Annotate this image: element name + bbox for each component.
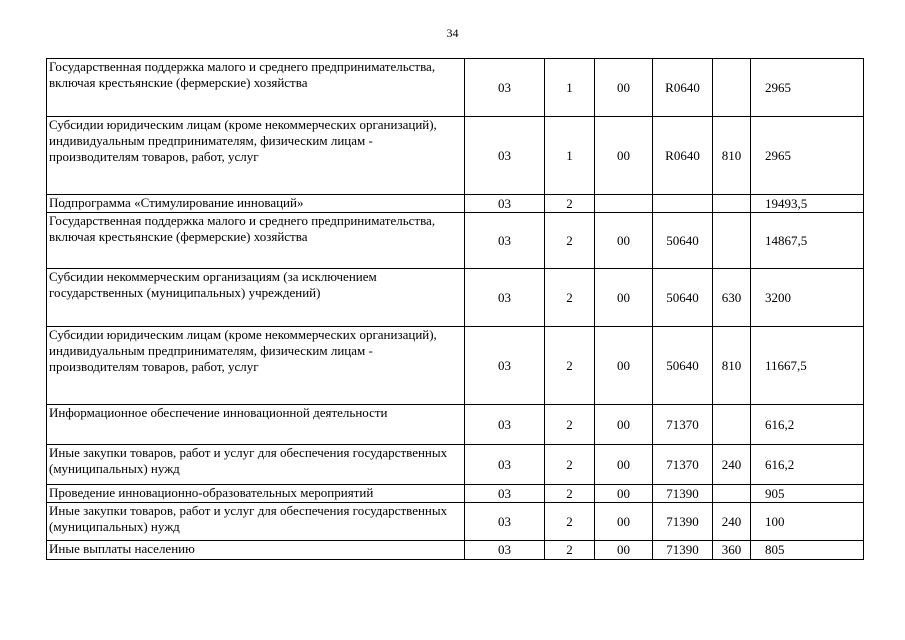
row-section: 03 xyxy=(465,195,545,213)
table-row xyxy=(47,445,864,485)
row-subprogram: 2 xyxy=(545,445,595,485)
row-amount: 100 xyxy=(751,503,864,541)
row-subprogram: 1 xyxy=(545,59,595,117)
row-amount: 14867,5 xyxy=(751,213,864,269)
row-main-event: 00 xyxy=(595,117,653,195)
row-name: Государственная поддержка малого и среднего предпринимательства, включая крестьянские (фермерские) хозяйства xyxy=(47,59,465,117)
row-section: 03 xyxy=(465,405,545,445)
row-main-event: 00 xyxy=(595,59,653,117)
table-row xyxy=(47,213,864,269)
row-direction: 50640 xyxy=(653,327,713,405)
row-amount: 2965 xyxy=(751,59,864,117)
row-subprogram: 2 xyxy=(545,503,595,541)
row-section: 03 xyxy=(465,59,545,117)
row-subprogram: 2 xyxy=(545,405,595,445)
row-subprogram: 2 xyxy=(545,269,595,327)
row-subprogram: 2 xyxy=(545,485,595,503)
row-amount: 3200 xyxy=(751,269,864,327)
row-name: Иные закупки товаров, работ и услуг для обеспечения государственных (муниципальных) нужд xyxy=(47,445,465,485)
row-subprogram: 1 xyxy=(545,117,595,195)
row-direction: 71390 xyxy=(653,485,713,503)
row-direction: 50640 xyxy=(653,213,713,269)
table-row xyxy=(47,503,864,541)
row-section: 03 xyxy=(465,445,545,485)
row-main-event: 00 xyxy=(595,269,653,327)
row-expense-type: 240 xyxy=(713,503,751,541)
row-amount: 19493,5 xyxy=(751,195,864,213)
row-name: Субсидии юридическим лицам (кроме некоммерческих организаций), индивидуальным предпринимателям, физическим лицам - производителям товаров, работ, услуг xyxy=(47,117,465,195)
row-direction: 71390 xyxy=(653,541,713,560)
row-section: 03 xyxy=(465,269,545,327)
row-subprogram: 2 xyxy=(545,195,595,213)
row-main-event: 00 xyxy=(595,327,653,405)
row-expense-type xyxy=(713,485,751,503)
row-expense-type xyxy=(713,195,751,213)
row-direction xyxy=(653,195,713,213)
row-expense-type: 630 xyxy=(713,269,751,327)
table-row xyxy=(47,327,864,405)
row-expense-type: 240 xyxy=(713,445,751,485)
row-name: Субсидии юридическим лицам (кроме некоммерческих организаций), индивидуальным предпринимателям, физическим лицам - производителям товаров, работ, услуг xyxy=(47,327,465,405)
table-row xyxy=(47,117,864,195)
row-direction: 71370 xyxy=(653,445,713,485)
row-main-event: 00 xyxy=(595,485,653,503)
row-subprogram: 2 xyxy=(545,213,595,269)
table-row xyxy=(47,195,864,213)
row-expense-type xyxy=(713,213,751,269)
row-expense-type: 360 xyxy=(713,541,751,560)
row-name: Проведение инновационно-образовательных мероприятий xyxy=(47,485,465,503)
row-name: Субсидии некоммерческим организациям (за исключением государственных (муниципальных) учреждений) xyxy=(47,269,465,327)
budget-table xyxy=(46,58,864,560)
row-section: 03 xyxy=(465,485,545,503)
row-main-event: 00 xyxy=(595,213,653,269)
row-section: 03 xyxy=(465,327,545,405)
row-expense-type: 810 xyxy=(713,327,751,405)
row-main-event: 00 xyxy=(595,405,653,445)
row-section: 03 xyxy=(465,503,545,541)
row-main-event: 00 xyxy=(595,541,653,560)
row-main-event xyxy=(595,195,653,213)
row-amount: 2965 xyxy=(751,117,864,195)
page-number: 34 xyxy=(446,26,459,40)
row-direction: R0640 xyxy=(653,59,713,117)
row-expense-type xyxy=(713,405,751,445)
row-name: Государственная поддержка малого и среднего предпринимательства, включая крестьянские (фермерские) хозяйства xyxy=(47,213,465,269)
row-section: 03 xyxy=(465,213,545,269)
row-amount: 805 xyxy=(751,541,864,560)
table-row xyxy=(47,405,864,445)
row-direction: 71370 xyxy=(653,405,713,445)
row-amount: 905 xyxy=(751,485,864,503)
row-amount: 616,2 xyxy=(751,405,864,445)
row-direction: 50640 xyxy=(653,269,713,327)
row-subprogram: 2 xyxy=(545,541,595,560)
row-expense-type: 810 xyxy=(713,117,751,195)
row-amount: 616,2 xyxy=(751,445,864,485)
row-section: 03 xyxy=(465,117,545,195)
row-direction: R0640 xyxy=(653,117,713,195)
table-row xyxy=(47,59,864,117)
row-main-event: 00 xyxy=(595,503,653,541)
row-subprogram: 2 xyxy=(545,327,595,405)
row-expense-type xyxy=(713,59,751,117)
row-name: Иные выплаты населению xyxy=(47,541,465,560)
row-name: Иные закупки товаров, работ и услуг для обеспечения государственных (муниципальных) нужд xyxy=(47,503,465,541)
row-direction: 71390 xyxy=(653,503,713,541)
row-name: Информационное обеспечение инновационной деятельности xyxy=(47,405,465,445)
row-amount: 11667,5 xyxy=(751,327,864,405)
table-row xyxy=(47,485,864,503)
table-row xyxy=(47,541,864,560)
row-main-event: 00 xyxy=(595,445,653,485)
row-name: Подпрограмма «Стимулирование инноваций» xyxy=(47,195,465,213)
row-section: 03 xyxy=(465,541,545,560)
table-row xyxy=(47,269,864,327)
